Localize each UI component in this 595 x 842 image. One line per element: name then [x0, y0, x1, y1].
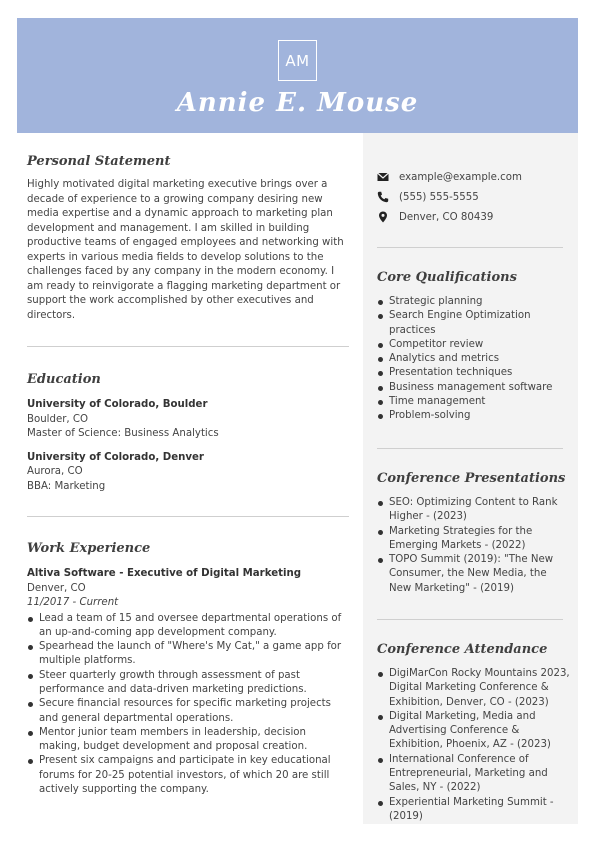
list-item: International Conference of Entrepreneurial, Marketing and Sales, NY - (2022): [377, 753, 554, 796]
list-item: Steer quarterly growth through assessment of past performance and data-driven marketing predictions.: [27, 669, 349, 698]
conference-presentations-list: [377, 496, 572, 596]
school-name: University of Colorado, Boulder: [27, 399, 208, 410]
education-section: [27, 372, 349, 494]
list-item: Problem-solving: [377, 409, 572, 423]
job-title: Altiva Software - Executive of Digital Marketing: [27, 568, 302, 579]
conference-attendance-list: [377, 667, 572, 824]
contact-email: [377, 167, 567, 187]
job-dates: 11/2017 - Current: [27, 597, 119, 608]
list-item: Competitor review: [377, 338, 572, 352]
list-item: Presentation techniques: [377, 366, 572, 380]
personal-statement-heading: Personal Statement: [27, 154, 171, 169]
list-item: Analytics and metrics: [377, 352, 572, 366]
list-item: Lead a team of 15 and oversee departmental operations of an up-and-coming app development company.: [27, 612, 349, 641]
list-item: Experiential Marketing Summit - (2019): [377, 796, 564, 825]
job-location: Denver, CO: [27, 582, 86, 594]
list-item: Marketing Strategies for the Emerging Markets - (2022): [377, 525, 549, 554]
degree: Master of Science: Business Analytics: [27, 428, 219, 439]
work-experience-section: [27, 541, 349, 797]
divider: [27, 516, 349, 517]
divider: [377, 247, 563, 248]
school-location: Boulder, CO: [27, 413, 89, 425]
work-experience-heading: Work Experience: [27, 541, 151, 556]
job-bullets: [27, 612, 349, 798]
list-item: DigiMarCon Rocky Mountains 2023, Digital Marketing Conference & Exhibition, Denver, CO - (2023): [377, 667, 572, 710]
personal-statement-section: [27, 154, 349, 323]
conference-attendance-section: [377, 642, 572, 824]
email-text: example@example.com: [399, 171, 522, 183]
job-entry: [27, 567, 349, 797]
core-qualifications-list: [377, 295, 572, 424]
map-pin-icon: [377, 211, 389, 223]
education-heading: Education: [27, 372, 101, 387]
divider: [377, 619, 563, 620]
school-location: Aurora, CO: [27, 466, 83, 477]
phone-text: (555) 555-5555: [399, 191, 479, 203]
list-item: Present six campaigns and participate in key educational forums for 20-25 potential investors, of which 20 are still actively supporting the company.: [27, 754, 349, 797]
contact-phone: [377, 187, 567, 207]
education-entry: [27, 398, 349, 442]
divider: [377, 448, 563, 449]
monogram: AM: [278, 40, 317, 81]
education-entry: [27, 451, 349, 495]
list-item: Search Engine Optimization practices: [377, 309, 539, 338]
personal-statement-text: Highly motivated digital marketing executive brings over a decade of experience to a growing company desiring new media expertise and a dynamic approach to marketing plan development and management. I am skilled in building productive teams of engaged employees and networking with experts in various media fields to develop solutions to the challenges faced by any company in the modern economy. I am ready to reinvigorate a flagging marketing department or support the work accomplished by other executives and directors.: [27, 179, 344, 321]
location-text: Denver, CO 80439: [399, 211, 494, 223]
list-item: Business management software: [377, 381, 572, 395]
list-item: Time management: [377, 395, 572, 409]
divider: [27, 346, 349, 347]
list-item: Digital Marketing, Media and Advertising Conference & Exhibition, Phoenix, AZ - (2023): [377, 710, 554, 753]
conference-attendance-heading: Conference Attendance: [377, 642, 548, 657]
list-item: TOPO Summit (2019): "The New Consumer, the New Media, the New Marketing" - (2019): [377, 553, 572, 596]
contact-block: [377, 167, 567, 227]
list-item: Secure financial resources for specific marketing projects and general departmental operations.: [27, 697, 349, 726]
sidebar-column: [363, 133, 578, 824]
resume-header: [17, 18, 578, 133]
resume-page: [17, 18, 578, 824]
list-item: Mentor junior team members in leadership, decision making, budget development and proposal creation.: [27, 726, 349, 755]
phone-icon: [377, 191, 389, 203]
conference-presentations-heading: Conference Presentations: [377, 471, 566, 486]
candidate-name: Annie E. Mouse: [176, 88, 419, 118]
core-qualifications-heading: Core Qualifications: [377, 270, 517, 285]
list-item: Strategic planning: [377, 295, 572, 309]
list-item: SEO: Optimizing Content to Rank Higher - (2023): [377, 496, 559, 525]
school-name: University of Colorado, Denver: [27, 451, 204, 463]
contact-location: [377, 207, 567, 227]
conference-presentations-section: [377, 471, 572, 596]
list-item: Spearhead the launch of "Where's My Cat," a game app for multiple platforms.: [27, 640, 349, 669]
core-qualifications-section: [377, 270, 572, 424]
degree: BBA: Marketing: [27, 480, 106, 492]
envelope-icon: [377, 171, 389, 183]
